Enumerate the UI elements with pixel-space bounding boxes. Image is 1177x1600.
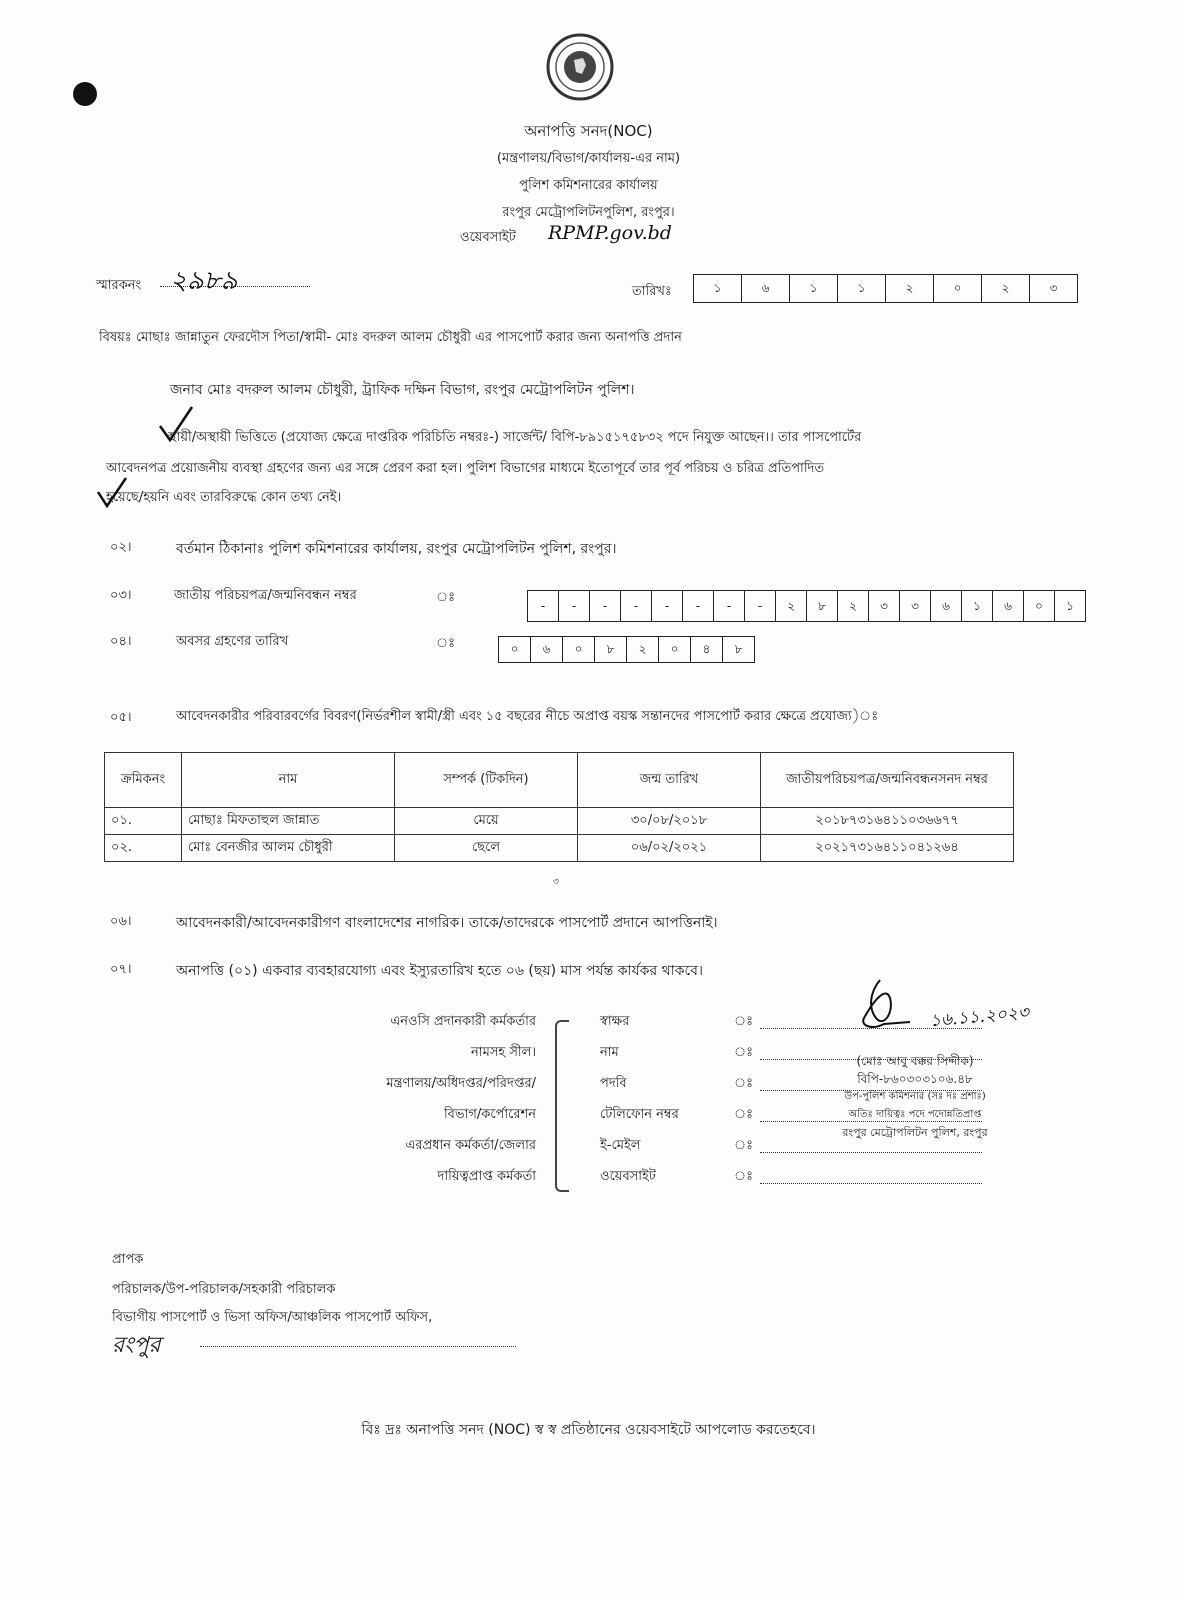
email-line (760, 1152, 982, 1153)
item-number: ০৬। (110, 914, 132, 929)
nid-digit: ৩ (869, 590, 900, 622)
bracket-divider (555, 1020, 569, 1192)
table-header-row (105, 753, 1014, 808)
present-address: বর্তমান ঠিকানাঃ পুলিশ কমিশনারের কার্যালয়, রংপুর মেট্রোপলিটন পুলিশ, রংপুর। (176, 541, 617, 557)
nid-digit: ০ (1024, 590, 1055, 622)
website-line (760, 1183, 982, 1184)
header (0, 118, 1177, 226)
government-emblem-icon (545, 30, 615, 104)
check-mark-icon (158, 404, 196, 444)
retirement-date-boxes (498, 636, 755, 663)
signatory-left-line: বিভাগ/কর্পোরেশন (443, 1107, 536, 1122)
signatory-left-line: এরপ্রধান কর্মকর্তা/জেলার (405, 1138, 536, 1153)
date-label: তারিখঃ (632, 284, 672, 299)
retirement-digit: ৪ (691, 636, 723, 663)
column-header: সম্পর্ক (টিকদিন) (395, 753, 578, 808)
colon: ঃ (734, 1169, 754, 1184)
date-digit: ২ (982, 274, 1030, 303)
item-number: ০৫। (110, 710, 132, 725)
nid-digit: ৬ (931, 590, 962, 622)
retirement-digit: ০ (498, 636, 531, 663)
citizenship-statement: আবেদনকারী/আবেদনকারীগণ বাংলাদেশের নাগরিক। তাকে/তাদেরকে পাসপোর্ট প্রদানে আপত্তিনাই। (176, 915, 718, 931)
nid-digit: - (652, 590, 683, 622)
column-header: নাম (182, 753, 395, 808)
field-label: টেলিফোন নম্বর (600, 1107, 679, 1122)
item-number: ০২। (110, 540, 132, 555)
body-line-1: স্থায়ী/অস্থায়ী ভিত্তিতে (প্রযোজ্য ক্ষেত্রে দাপ্তরিক পরিচিতি নম্বরঃ-) সার্জেন্ট/ বিপি-৮৯১৫১৭৫৮৩২ পদে নিযুক্ত আছেন।। তার পাসপোর্টের (168, 430, 862, 445)
table-row (105, 835, 1014, 862)
memo-label: স্মারকনং (96, 278, 142, 293)
addressee-line: জনাব মোঃ বদরুল আলম চৌধুরী, ট্রাফিক দক্ষিন বিভাগ, রংপুর মেট্রোপলিটন পুলিশ। (170, 382, 635, 398)
body-line-3: হয়েছে/হয়নি এবং তারবিরুদ্ধে কোন তথ্য নেই। (106, 490, 342, 505)
nid-digit: ৮ (807, 590, 838, 622)
retirement-digit: ২ (627, 636, 659, 663)
colon: ঃ (734, 1014, 754, 1029)
nid-digit: - (559, 590, 590, 622)
nid-digit: ১ (962, 590, 993, 622)
field-label: ওয়েবসাইট (600, 1169, 656, 1184)
date-digit: ০ (934, 274, 982, 303)
body-line-2: আবেদনপত্র প্রয়োজনীয় ব্যবস্থা গ্রহণের জন্য এর সঙ্গে প্রেরণ করা হল। পুলিশ বিভাগের মাধ্যমে ইতোপূর্বে তার পূর্ব পরিচয় ও চরিত্র প্রতিপাদিত (106, 461, 825, 476)
signatory-colons (734, 1006, 753, 1192)
signatory-left-line: দায়িত্বপ্রাপ্ত কর্মকর্তা (437, 1169, 536, 1184)
table-cell: ০২. (105, 835, 182, 862)
colon: ঃ (734, 1045, 754, 1060)
seal-line: অতিঃ দায়িত্বঃ পদে পদোন্নতিপ্রাপ্ত (848, 1109, 982, 1120)
item-number: ০৩। (110, 588, 132, 603)
document-title: অনাপত্তি সনদ(NOC) (524, 122, 653, 140)
validity-statement: অনাপত্তি (০১) একবার ব্যবহারযোগ্য এবং ইস্যুরতারিখ হতে ০৬ (ছয়) মাস পর্যন্ত কার্যকর থাকবে। (176, 963, 703, 979)
signatory-left-column (300, 1006, 536, 1192)
column-header: জাতীয়পরিচয়পত্র/জন্মনিবন্ধনসনদ নম্বর (761, 753, 1014, 808)
retirement-digit: ৬ (531, 636, 563, 663)
retirement-digit: ৮ (723, 636, 755, 663)
nid-digit: - (683, 590, 714, 622)
seal-line: বিপি-৮৬০৩০৩১০৬.৪৮ (857, 1072, 973, 1086)
date-digit: ১ (838, 274, 886, 303)
header-address-line: রংপুর মেট্রোপলিটনপুলিশ, রংপুর। (502, 205, 675, 220)
retirement-digit: ৮ (595, 636, 627, 663)
seal-line: (মোঃ আবু বক্কর সিদ্দীক) (856, 1054, 974, 1068)
date-digit: ৬ (742, 274, 790, 303)
date-digit: ২ (886, 274, 934, 303)
stray-mark: ৩ (553, 877, 559, 887)
family-table (104, 752, 1014, 862)
retirement-digit: ০ (563, 636, 595, 663)
retirement-date-label: অবসর গ্রহণের তারিখ (176, 634, 289, 649)
recipient-line-1: পরিচালক/উপ-পরিচালক/সহকারী পরিচালক (112, 1282, 336, 1297)
item-number: ০৭। (110, 962, 132, 977)
footer-note: বিঃ দ্রঃ অনাপত্তি সনদ (NOC) স্ব স্ব প্রতিষ্ঠানের ওয়েবসাইটে আপলোড করতেহবে। (361, 1422, 816, 1438)
nid-digit: ২ (838, 590, 869, 622)
column-header: জন্ম তারিখ (578, 753, 761, 808)
memo-number: ২৯৮৯ (170, 266, 238, 296)
table-cell: ছেলে (395, 835, 578, 862)
nid-digit: ৬ (993, 590, 1024, 622)
field-label: নাম (600, 1045, 619, 1060)
table-cell: ০৬/০২/২০২১ (578, 835, 761, 862)
recipient-line-2: বিভাগীয় পাসপোর্ট ও ভিসা অফিস/আঞ্চলিক পাসপোর্ট অফিস, (112, 1310, 433, 1325)
date-boxes (693, 274, 1078, 303)
family-details-heading: আবেদনকারীর পরিবারবর্গের বিবরণ(নির্ভরশীল স্বামী/স্ত্রী এবং ১৫ বছরের নীচে অপ্রাপ্ত বয়স্ক সন্তানদের পাসপোর্ট করার ক্ষেত্রে প্রযোজ্য)ঃ (176, 709, 879, 724)
table-row (105, 808, 1014, 835)
nid-label: জাতীয় পরিচয়পত্র/জন্মনিবন্ধন নম্বর (174, 588, 357, 603)
nid-digit: - (527, 590, 559, 622)
table-cell: মেয়ে (395, 808, 578, 835)
website-label: ওয়েবসাইট (460, 230, 516, 245)
item-number: ০৪। (110, 634, 132, 649)
date-digit: ৩ (1030, 274, 1078, 303)
colon: ঃ (734, 1107, 754, 1122)
nid-number-boxes (527, 590, 1086, 622)
check-mark-icon (96, 476, 130, 510)
seal-line: রংপুর মেট্রোপলিটন পুলিশ, রংপুর (842, 1126, 988, 1139)
seal-line: উপ-পুলিশ কমিশনার (সঃ দঃ প্রশাঃ) (844, 1091, 986, 1102)
colon: ঃ (436, 636, 456, 651)
signatory-left-line: নামসহ সীল। (471, 1045, 536, 1060)
colon: ঃ (734, 1076, 754, 1091)
field-label: পদবি (600, 1076, 627, 1091)
field-label: স্বাক্ষর (600, 1014, 630, 1029)
official-seal (800, 1052, 1030, 1142)
date-digit: ১ (790, 274, 838, 303)
nid-digit: - (590, 590, 621, 622)
nid-digit: - (714, 590, 745, 622)
signatory-left-line: মন্ত্রণালয়/অধিদপ্তর/পরিদপ্তর/ (386, 1076, 536, 1091)
nid-digit: ৩ (900, 590, 931, 622)
header-office-line: পুলিশ কমিশনারের কার্যালয় (519, 178, 658, 193)
nid-digit: ১ (1055, 590, 1086, 622)
date-digit: ১ (693, 274, 742, 303)
nid-digit: - (745, 590, 776, 622)
signature-date: ১৬.১১.২০২৩ (929, 1002, 1030, 1032)
table-cell: ৩০/০৮/২০১৮ (578, 808, 761, 835)
nid-digit: ২ (776, 590, 807, 622)
signatory-left-line: এনওসি প্রদানকারী কর্মকর্তার (390, 1014, 536, 1029)
table-cell: মোছাঃ মিফতাহুল জান্নাত (182, 808, 395, 835)
table-cell: ০১. (105, 808, 182, 835)
recipient-city-line (200, 1346, 516, 1347)
field-label: ই-মেইল (600, 1138, 641, 1153)
table-cell: ২০২১৭৩১৬৪১১০৪১২৬৪ (761, 835, 1014, 862)
colon: ঃ (734, 1138, 754, 1153)
table-cell: ২০১৮৭৩১৬৪১১০৩৬৬৭৭ (761, 808, 1014, 835)
signatory-field-labels (600, 1006, 679, 1192)
recipient-city: রংপুর (112, 1333, 161, 1358)
header-ministry-line: (মন্ত্রণালয়/বিভাগ/কার্যালয়-এর নাম) (496, 151, 681, 166)
table-cell: মোঃ বেনজীর আলম চৌধুরী (182, 835, 395, 862)
column-header: ক্রমিকনং (105, 753, 182, 808)
nid-digit: - (621, 590, 652, 622)
punch-hole-dot (73, 82, 97, 106)
recipient-label: প্রাপক (112, 1252, 144, 1267)
handwritten-signature (850, 978, 930, 1034)
retirement-digit: ০ (659, 636, 691, 663)
website-value: RPMP.gov.bd (548, 222, 672, 244)
colon: ঃ (436, 590, 456, 605)
subject-line: বিষয়ঃ মোছাঃ জান্নাতুন ফেরদৌস পিতা/স্বামী- মোঃ বদরুল আলম চৌধুরী এর পাসপোর্ট করার জন্য অনাপত্তি প্রদান (99, 330, 682, 345)
